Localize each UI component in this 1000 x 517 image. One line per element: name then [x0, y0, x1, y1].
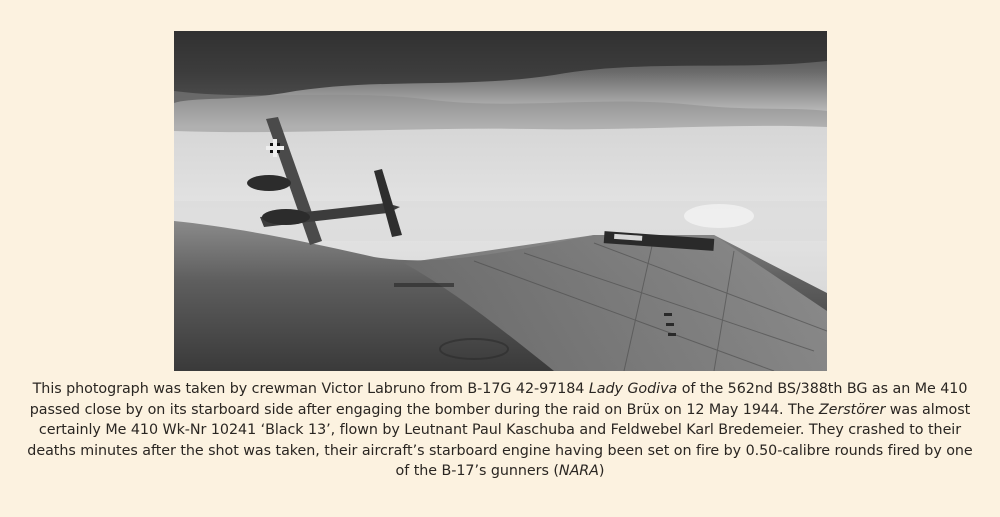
caption-aircraft-name: Lady Godiva	[588, 381, 678, 397]
caption-text-part-1: This photograph was taken by crewman Victor Labruno from B-17G 42-97184	[32, 381, 589, 397]
caption-credit: NARA	[558, 463, 599, 480]
caption-text-part-2: of the 562nd BS/388th BG as an Me 410 passed close by on its starboard side after engaging the bomber during the raid on Brüx on 12 May 1944. The	[29, 381, 968, 418]
caption-zerstorer: Zerstörer	[818, 401, 886, 418]
me410-and-b17-wing-photo	[174, 31, 827, 371]
caption-text-part-4: )	[598, 463, 605, 480]
historical-photograph	[174, 31, 827, 371]
caption-text-part-3: was almost certainly Me 410 Wk-Nr 10241 ‘Black 13’, flown by Leutnant Paul Kaschuba and Feldwebel Karl Bredemeier. They crashed to their deaths minutes after the shot was taken, their aircraft’s starboard engine having been set on fire by 0.50-calibre rounds fired by one of the B-17’s gunners (	[27, 401, 973, 480]
photo-caption	[22, 379, 978, 482]
